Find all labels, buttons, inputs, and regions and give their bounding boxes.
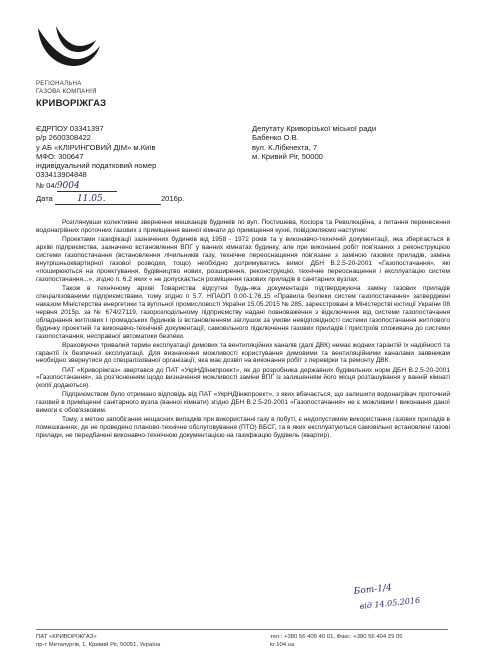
requisite-line: МФО: 300647 [36, 151, 84, 161]
footer-company-address: пр-т Металургів, 1, Кривий Ріг, 50051, Україна [36, 642, 161, 648]
body-paragraph: Також в технічному архіві Товариства відсутня будь-яка документація підтверджуюча заміну газових приладів спеціалізованими підприємствами, тому згідно п 5.7. НПАОП 0.00-1.76.15 «Правила безпеки систем газопостачання» затверджені наказом Міністерства енергетики та вугільної промисловості України 15.05.2015 № 285, зареєстровані в Міністерстві юстиції України 08 червня 2015р. за № 674/27119, газорозподільному підприємству надані повноваження з відключення від системи газопостачання обладнання житлових і громадських будинків із встановленням заглушок за умови невідповідності системи газопостачання житлового будинку проектній та виконавчо-технічній документації, самовільного підключення газових приладів і пристроїв споживача до системи газопостачання, несправної автоматики безпеки. [36, 284, 450, 340]
footer-website: kr.104.ua [270, 642, 295, 648]
body-paragraph: Враховуючи тривалий термін експлуатації димових та вентиляційних каналів (далі ДВК) немає жодних гарантій їх надійності та гарантії їх безпечної експлуатації. Для визначення можливості користування димовими та вентиляційними каналами заявникам необхідно звернутися до спеціалізованої організації, яка має дозвіл на виконання робіт з перевірки та ремонту ДВК. [36, 341, 450, 365]
resolution-line1: Бот-1/4 [353, 583, 393, 597]
letter-body [36, 219, 450, 441]
number-prefix: № 04/ [36, 181, 57, 190]
outgoing-number [36, 181, 117, 192]
date-prefix: Дата [36, 194, 53, 203]
footer-divider [36, 629, 448, 630]
requisite-line: індивідуальний податковий номер [36, 161, 157, 171]
company-logo [34, 22, 104, 74]
addressee-line: вул. К.Лібкнехта, 7 [252, 142, 318, 152]
requisite-line: ЄДРПОУ 03341397 [36, 124, 104, 133]
body-paragraph: Підприємством було отримано відповідь від ПАТ «УкрНДІінжпроект», з яких вбачається, що залишити водонагрівач проточний газовий в приміщенні санітарного вузла (ванної кімнати) згідно ДБН В.2.5-20-2001 «Газопостачання» не є можливим і виконання даної вимоги є обов'язковим. [36, 391, 450, 415]
body-paragraph: ПАТ «Криворіжгаз» звертався до ПАТ «УкрНДІінжпроект», як до розробника державних будівельних норм ДБН В.2.5-20-2001 «Газопостачання», за роз'ясненням щодо визначення можливості заміни ВПГ із залишенням його місця розташування у ванній кімнаті (копії додаються). [36, 366, 450, 390]
number-handwritten: 9004 [57, 181, 117, 192]
requisite-line: у АБ «КЛІРИНГОВИЙ ДІМ» м.Київ [36, 142, 156, 152]
handwritten-resolution [350, 582, 440, 616]
logo-swoosh-inner [56, 26, 96, 52]
date-handwritten: 11.05. [55, 194, 161, 205]
logo-company-name: КРИВОРІЖГАЗ [36, 98, 107, 109]
company-requisites [36, 124, 216, 180]
document-date [36, 194, 184, 205]
footer-contacts [270, 633, 403, 649]
addressee-block [252, 124, 462, 161]
footer-company-name: ПАТ «КРИВОРІЖГАЗ» [36, 634, 97, 640]
date-suffix: 2016р. [160, 194, 185, 203]
requisite-line: 033413904848 [36, 170, 87, 180]
body-paragraph: Проектами газифікації зазначених будинків від 1958 - 1972 років та у виконавчо-технічній документації, яка зберігається в архіві підприємства, зазначено встановлення ВПГ у ванних кімнатах будинку, але при виконанні робіт пов'язаних з реконструкцією системи газопостачання (встановлення лічильників газу, технічне переоснащення пов'язане з заміною газових приладів, заміна внутрішньоквартирної газової розводки, тощо) необхідно дотримуватись вимог ДБН В.2.5-20-2001 «Газопостачання», які «поширюються на проектування, будівництво нових, розширення, реконструкцію, технічне переоснащення і експлуатацію систем газопостачання...», згідно п. 6.2 яких « не допускається розміщення газових приладів в санітарних вузлах. [36, 236, 450, 283]
body-paragraph: Розглянувши колективне звернення мешканців будинків по вул. Постишева, Косіора та Революційна, з питання перенесення водонагрівних проточних газових з приміщення ванної кімнати до приміщення кухні, повідомляємо наступне: [36, 219, 450, 234]
addressee-line: Депутату Криворізької міської ради [252, 124, 377, 133]
footer-company [36, 633, 160, 649]
addressee-line: Бабенко О.В. [252, 133, 299, 143]
logo-caption-line2: ГАЗОВА КОМПАНІЯ [36, 89, 97, 95]
body-paragraph: Тому, з метою запобігання нещасних випадків при використанні газу в побуті, є недопустимим використання газових приладів в помешканнях, де не проведено планово-технічне обслуговування (ПТО) ВБСГ, та в яких експлуатуються самовільно встановлені газові прилади, не передбачені виконавчо-технічною документацією на газифікацію будівель (квартир). [36, 416, 450, 440]
logo-caption [36, 80, 97, 96]
resolution-line2: від 14.05.2016 [359, 595, 421, 611]
addressee-line: м. Кривий Ріг, 50000 [252, 151, 323, 161]
logo-caption-line1: РЕГІОНАЛЬНА [36, 81, 82, 87]
footer-phones: тел.: +380 56 405 40 01, Факс: +380 56 404 29 05 [270, 634, 403, 640]
requisite-line: р/р 2600308422 [36, 133, 91, 143]
